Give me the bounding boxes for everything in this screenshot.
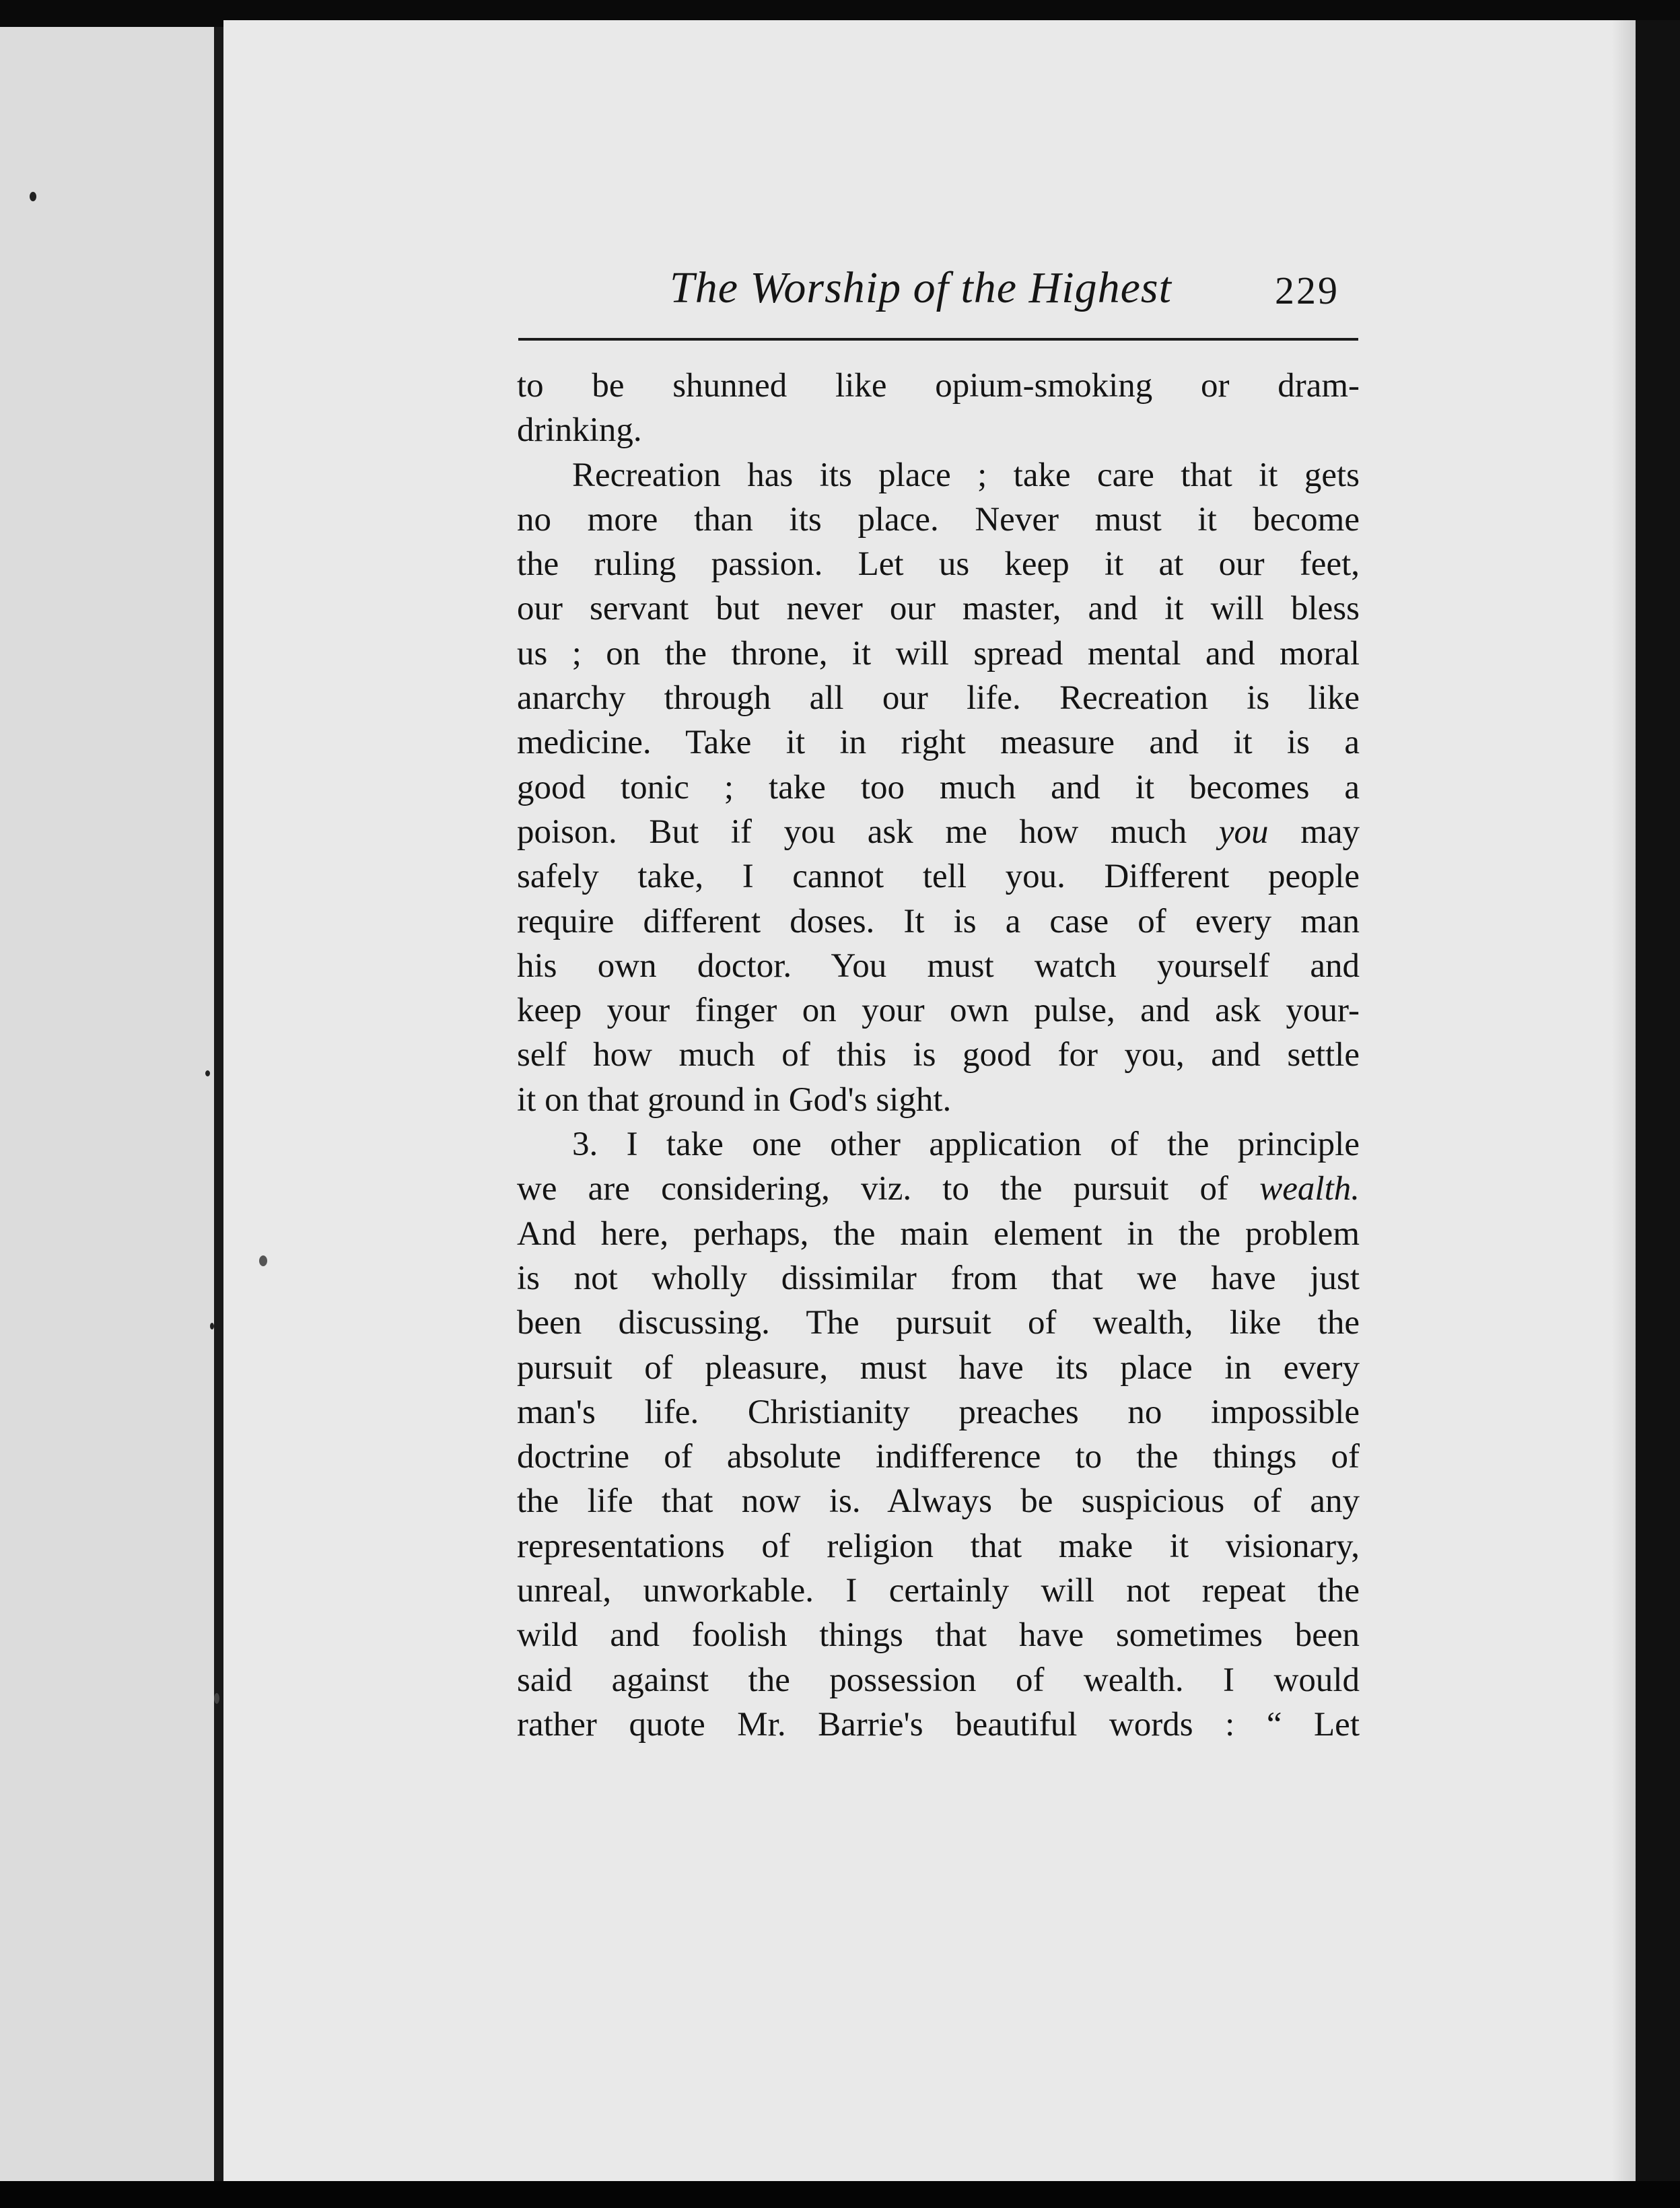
text-line: to be shunned like opium-smoking or dram- — [517, 367, 1360, 405]
text-line: pursuit of pleasure, must have its place in every — [517, 1348, 1360, 1387]
text-line: no more than its place. Never must it become — [517, 500, 1360, 539]
text-line: drinking. — [517, 411, 642, 450]
text-line: our servant but never our master, and it will bless — [517, 590, 1360, 628]
emphasized-word: you — [1218, 813, 1269, 851]
text-line: said against the possession of wealth. I would — [517, 1661, 1360, 1699]
text-line: the life that now is. Always be suspicious of any — [517, 1482, 1360, 1521]
text-line: rather quote Mr. Barrie's beautiful words : “ Let — [517, 1705, 1360, 1744]
scan-speck — [205, 1070, 210, 1076]
text-line: 3. I take one other application of the principle — [572, 1126, 1360, 1164]
text-line: his own doctor. You must watch yourself and — [517, 946, 1360, 985]
text-line: representations of religion that make it visionary, — [517, 1527, 1360, 1565]
scan-border-right — [1636, 20, 1680, 2208]
text-line: been discussing. The pursuit of wealth, like the — [517, 1304, 1360, 1342]
book-gutter — [214, 27, 223, 2198]
text-line: medicine. Take it in right measure and it is a — [517, 724, 1360, 762]
text-line-with-emphasis — [517, 810, 1360, 854]
page-edge-shading — [1612, 20, 1636, 2198]
text-span: we are considering, viz. to the pursuit of — [517, 1170, 1229, 1208]
text-span: may — [1300, 813, 1360, 851]
text-line: require different doses. It is a case of every man — [517, 902, 1360, 940]
text-line: wild and foolish things that have sometimes been — [517, 1616, 1360, 1655]
text-line: man's life. Christianity preaches no impossible — [517, 1393, 1360, 1431]
text-line-with-emphasis — [517, 1167, 1360, 1211]
text-line: doctrine of absolute indifference to the things of — [517, 1438, 1360, 1476]
left-page-edge — [0, 27, 214, 2198]
body-text — [517, 364, 1360, 1747]
text-line: good tonic ; take too much and it becomes a — [517, 768, 1360, 806]
running-title: The Worship of the Highest — [670, 263, 1172, 312]
scan-speck — [210, 1323, 214, 1330]
scan-speck — [30, 192, 36, 201]
text-line: Recreation has its place ; take care that it gets — [572, 456, 1360, 494]
text-line: the ruling passion. Let us keep it at our feet, — [517, 545, 1360, 584]
text-line: it on that ground in God's sight. — [517, 1080, 952, 1119]
text-span: poison. But if you ask me how much — [517, 813, 1187, 851]
scan-speck — [214, 1693, 219, 1704]
scan-speck — [259, 1255, 267, 1266]
emphasized-word: wealth. — [1259, 1170, 1360, 1208]
text-line: anarchy through all our life. Recreation is like — [517, 679, 1360, 718]
scan-border-bottom — [0, 2181, 1680, 2208]
text-line: is not wholly dissimilar from that we have just — [517, 1259, 1360, 1297]
page-header — [518, 263, 1353, 337]
text-line: us ; on the throne, it will spread mental and moral — [517, 634, 1360, 672]
page-number: 229 — [1275, 269, 1339, 312]
text-line: safely take, I cannot tell you. Different people — [517, 858, 1360, 896]
text-line: And here, perhaps, the main element in the problem — [517, 1214, 1360, 1253]
header-rule — [518, 338, 1358, 341]
text-line: unreal, unworkable. I certainly will not repeat the — [517, 1572, 1360, 1610]
text-line: self how much of this is good for you, and settle — [517, 1036, 1360, 1074]
text-line: keep your finger on your own pulse, and ask your- — [517, 992, 1360, 1030]
